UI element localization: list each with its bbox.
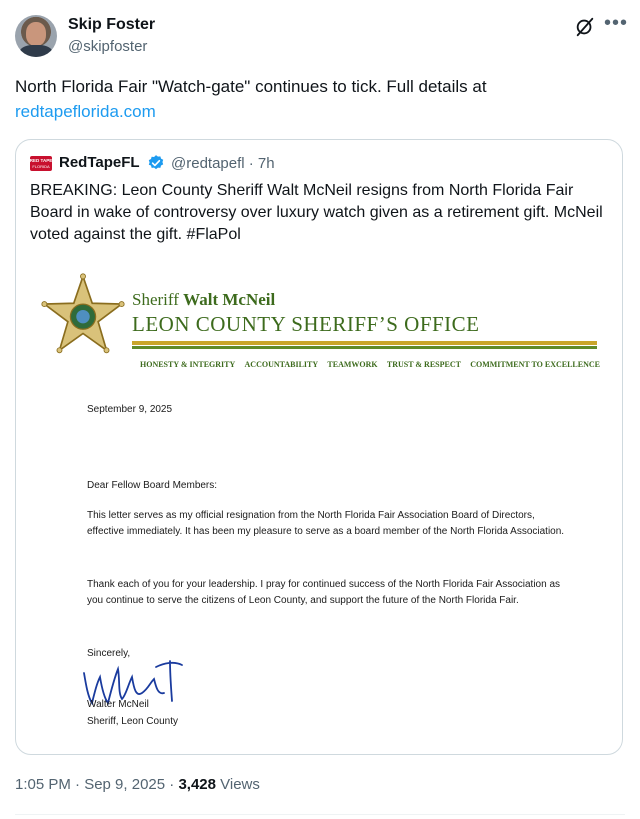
- tweet-link[interactable]: redtapeflorida.com: [15, 102, 156, 121]
- value-item: COMMITMENT TO EXCELLENCE: [470, 360, 600, 369]
- grok-icon[interactable]: [574, 16, 596, 38]
- letterhead-sheriff: [132, 290, 275, 310]
- avatar-face: [26, 22, 46, 46]
- value-item: TRUST & RESPECT: [386, 360, 461, 369]
- letter-closing: Sincerely,: [87, 648, 131, 659]
- tweet-timestamp[interactable]: 1:05 PM · Sep 9, 2025 ·: [15, 776, 179, 793]
- sheriff-prefix: Sheriff: [132, 290, 179, 309]
- letter-signer-title: Sheriff, Leon County: [87, 716, 178, 727]
- tweet-text: [15, 74, 615, 124]
- letterhead-values: [140, 360, 600, 369]
- views-count: 3,428: [178, 776, 216, 793]
- letterhead-rule-green: [132, 346, 597, 349]
- views-label: Views: [215, 776, 260, 793]
- letter-date: September 9, 2025: [87, 404, 173, 415]
- author-handle[interactable]: @skipfoster: [68, 38, 148, 55]
- sheriff-star-icon: [40, 273, 126, 357]
- divider: [15, 814, 625, 815]
- tweet-body: North Florida Fair "Watch-gate" continues to tick. Full details at: [15, 77, 487, 96]
- quote-author-name[interactable]: RedTapeFL: [59, 154, 140, 171]
- author-name[interactable]: Skip Foster: [68, 16, 156, 33]
- letterhead-rule-gold: [132, 341, 597, 345]
- letter-paragraph-2: Thank each of you for your leadership. I pray for continued success of the North Florida Fair Association as you continue to serve the citizens of Leon County, and support the future of the North Florida Fair.: [87, 579, 561, 606]
- logo-subtext: FLORIDA: [32, 164, 50, 169]
- tweet-meta: [15, 776, 260, 793]
- avatar-shirt: [19, 45, 53, 57]
- value-item: HONESTY & INTEGRITY: [140, 360, 236, 369]
- value-item: ACCOUNTABILITY: [244, 360, 319, 369]
- redtape-logo: [30, 156, 52, 171]
- quote-text: BREAKING: Leon County Sheriff Walt McNeil resigns from North Florida Fair Board in wake of controversy over luxury watch given as a retirement gift. McNeil voted against the gift. #FlaPol: [30, 182, 603, 243]
- quoted-tweet[interactable]: [15, 139, 623, 755]
- avatar[interactable]: [15, 15, 57, 57]
- logo-text: RED TAPE: [30, 158, 52, 163]
- more-icon[interactable]: •••: [604, 12, 629, 34]
- letter-image[interactable]: [36, 268, 606, 748]
- value-item: TEAMWORK: [327, 360, 378, 369]
- sheriff-name: Walt McNeil: [183, 290, 276, 309]
- quote-handle-time[interactable]: @redtapefl · 7h: [171, 155, 275, 172]
- letter-paragraph-1: This letter serves as my official resignation from the North Florida Fair Association Board of Directors, effective immediately. It has been my pleasure to serve as a board member of the North Florida Association.: [87, 510, 565, 537]
- letter-salutation: Dear Fellow Board Members:: [87, 480, 218, 491]
- letter-signer: Walter McNeil: [87, 699, 149, 710]
- letterhead-office: LEON COUNTY SHERIFF’S OFFICE: [132, 312, 480, 336]
- verified-badge-icon: [147, 154, 165, 172]
